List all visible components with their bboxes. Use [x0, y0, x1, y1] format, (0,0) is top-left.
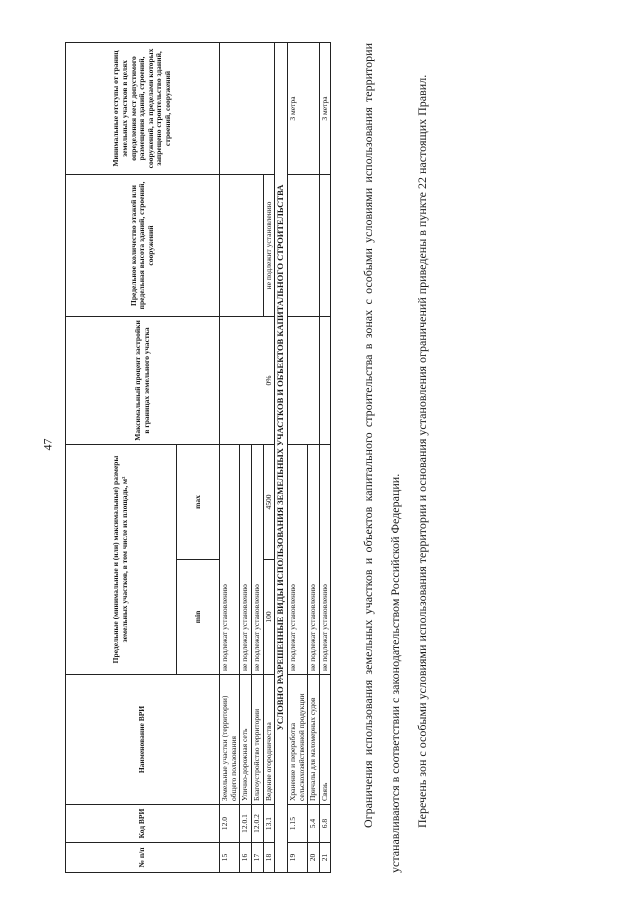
section-title: УСЛОВНО РАЗРЕШЕННЫЕ ВИДЫ ИСПОЛЬЗОВАНИЯ ЗЕМЕЛЬНЫХ УЧАСТКОВ И ОБЪЕКТОВ КАПИТАЛЬНОГО СТРОИТЕЛЬСТВА — [275, 42, 288, 872]
row-num: 17 — [251, 843, 263, 873]
row-floors: не подлежит установлению — [263, 174, 275, 316]
row-num: 19 — [287, 843, 307, 873]
row-sizes: не подлежат установлению — [319, 444, 331, 674]
row-num: 15 — [220, 843, 240, 873]
notes — [355, 43, 436, 873]
row-percent-empty — [220, 316, 275, 444]
row-floors-empty — [319, 174, 331, 316]
row-code: 6.8 — [319, 805, 331, 843]
row-code: 12.0.2 — [251, 805, 263, 843]
row-sizes: не подлежат установлению — [287, 444, 307, 674]
header-floors: Предельное количество этажей или предельная высота зданий, строений, сооружений — [66, 174, 220, 316]
row-setbacks-empty — [220, 42, 275, 174]
row-percent-empty — [287, 316, 319, 444]
row-name: Улично-дорожная сеть — [240, 675, 252, 805]
table-row — [319, 42, 331, 872]
row-num: 21 — [319, 843, 331, 873]
row-code: 13.1 — [263, 805, 275, 843]
row-name: Земельные участки (территории) общего пользования — [220, 675, 240, 805]
row-code: 12.0 — [220, 805, 240, 843]
row-floors-empty — [287, 174, 319, 316]
row-num: 18 — [263, 843, 275, 873]
section-row — [275, 42, 288, 872]
row-sizes: не подлежат установлению — [240, 444, 252, 674]
row-num: 16 — [240, 843, 252, 873]
row-num: 20 — [308, 843, 320, 873]
header-max: max — [177, 444, 220, 559]
rotated-content-inner — [65, 43, 625, 873]
row-name: Связь — [319, 675, 331, 805]
row-floors-empty — [220, 174, 264, 316]
row-percent: 0% — [263, 375, 273, 386]
header-setbacks: Минимальные отступы от границ земельных участков в целях определения мест допустимого размещения зданий, строений, сооружений, за пределами которых запрещено строительство зданий, строений, сооружений — [66, 42, 220, 174]
vri-table — [65, 42, 331, 873]
header-name: Наименование ВРИ — [66, 675, 220, 805]
notes-paragraph-1: Ограничения использования земельных участков и объектов капитального строительства в зонах с особыми условиями использования территории устанавливаются в соответствии с законодательством Российской Федерации. — [361, 43, 403, 873]
header-min: min — [177, 560, 220, 675]
row-max: 4500 — [263, 444, 275, 559]
row-setbacks: 3 метра — [287, 42, 319, 174]
row-code: 5.4 — [308, 805, 320, 843]
row-sizes: не подлежат установлению — [220, 444, 240, 674]
header-percent: Максимальный процент застройки в границах земельного участка — [66, 316, 220, 444]
row-name: Причалы для маломерных судов — [308, 675, 320, 805]
row-percent-empty — [319, 316, 331, 444]
row-min: 100 — [263, 560, 275, 675]
row-sizes: не подлежат установлению — [308, 444, 320, 674]
header-code: Код ВРИ — [66, 805, 220, 843]
row-setbacks: 3 метра — [319, 42, 331, 174]
row-code: 1.15 — [287, 805, 307, 843]
header-sizes: Предельные (минимальные и (или) максимальные) размеры земельных участков, в том числе их площадь, м² — [66, 444, 177, 674]
page-number — [40, 424, 56, 464]
row-sizes: не подлежат установлению — [251, 444, 263, 674]
table-row — [220, 42, 240, 872]
header-row — [66, 42, 177, 872]
row-name: Ведение огородничества — [263, 675, 275, 805]
rotated-content — [65, 43, 625, 873]
header-num: № п/п — [66, 843, 220, 873]
row-code: 12.0.1 — [240, 805, 252, 843]
row-name: Хранение и переработка сельскохозяйственной продукции — [287, 675, 307, 805]
page-number-text: 47 — [40, 438, 55, 450]
table-row — [287, 42, 307, 872]
notes-paragraph-2: Перечень зон с особыми условиями использования территории и основания установления ограничений приведены в пункте 22 настоящих Правил. — [415, 74, 430, 828]
row-name: Благоустройство территории — [251, 675, 263, 805]
